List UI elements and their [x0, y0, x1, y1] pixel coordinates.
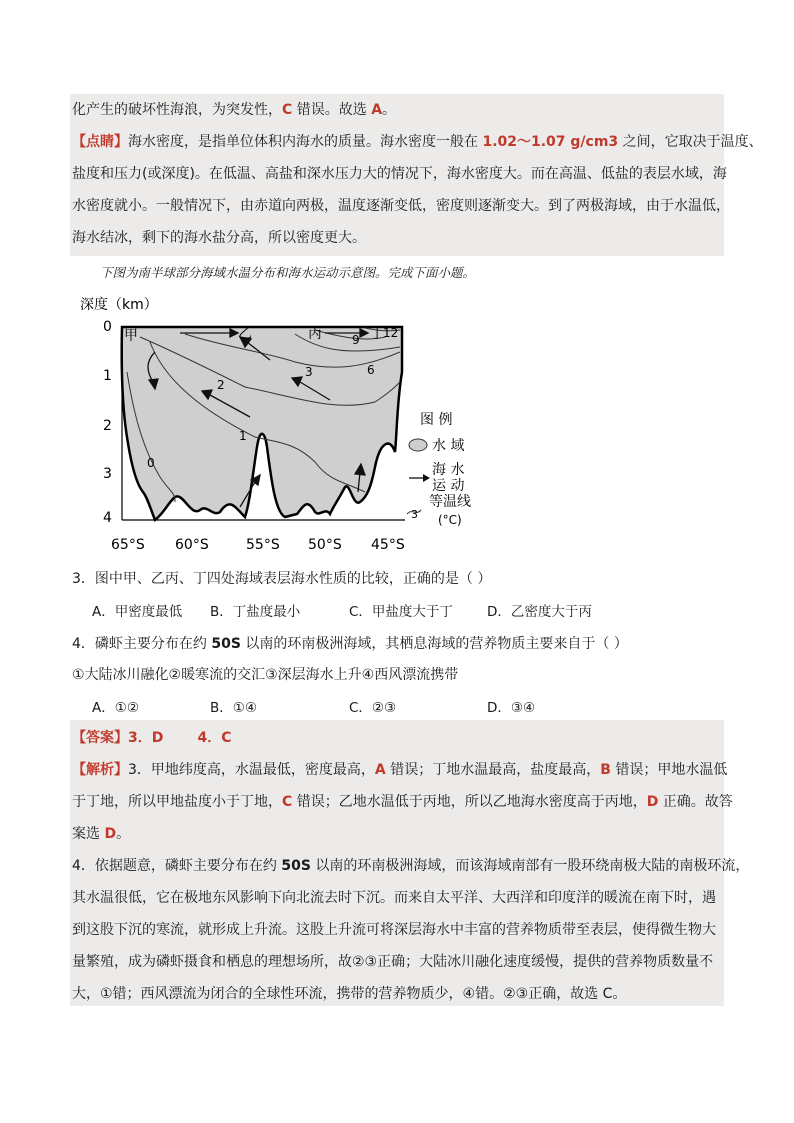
answer-label: 【答案】 [72, 730, 128, 746]
analysis-line-5: 其水温很低，它在极地东风影响下向北流去时下沉。而来自太平洋、大西洋和印度洋的暖流在南下时，遇 [72, 890, 716, 906]
answer-line [72, 729, 232, 747]
tip-line-2: 盐度和压力(或深度)。在低温、高盐和深水压力大的情况下，海水密度大。而在高温、低盐的表层水域，海 [72, 166, 727, 182]
q4-option-c: C．②③ [349, 700, 397, 716]
place-yi: 乙 [238, 326, 252, 342]
analysis-line-1: 【解析】3．甲地纬度高，水温最低，密度最高，A 错误；丁地水温最高，盐度最高，B 错误；甲地水温低 [72, 762, 728, 778]
tip-line-3: 水密度就小。一般情况下，由赤道向两极，温度逐渐变低，密度则逐渐变大。到了两极海域，由于水温低， [72, 198, 730, 214]
isotherm-label: 1 [239, 429, 247, 443]
q4-stem: 4．磷虾主要分布在约 50S 以南的环南极洲海域，其栖息海域的营养物质主要来自于（ ） [72, 636, 628, 652]
figure-intro: 下图为南半球部分海域水温分布和海水运动示意图。完成下面小题。 [100, 265, 476, 280]
analysis-label: 【解析】 [72, 762, 128, 778]
place-jia: 甲 [124, 328, 138, 344]
x-tick: 45°S [371, 537, 405, 553]
x-tick-labels [111, 537, 405, 553]
y-axis-title: 深度（km） [80, 297, 158, 313]
analysis-line-6: 到这股下沉的寒流，就形成上升流。这股上升流可将深层海水中丰富的营养物质带至表层，使得微生物大 [72, 922, 716, 938]
place-bing: 丙 [308, 326, 322, 342]
solution-continued-line: 化产生的破坏性海浪，为突发性，C 错误。故选 A。 [72, 102, 397, 118]
isotherm-label: 9 [352, 333, 360, 347]
place-ding: 丁 [370, 326, 384, 342]
x-tick: 50°S [308, 537, 342, 553]
tip-line-1: 【点睛】海水密度，是指单位体积内海水的质量。海水密度一般在 1.02～1.07 g/cm3 之间，它取决于温度、 [72, 134, 763, 150]
legend-motion-label-2: 运 动 [432, 478, 465, 494]
legend-isotherm-value: 3 [411, 508, 418, 521]
analysis-line-4: 4．依据题意，磷虾主要分布在约 50S 以南的环南极洲海域，而该海域南部有一股环绕南极大陆的南极环流， [72, 858, 750, 874]
y-tick: 1 [103, 368, 112, 384]
y-tick: 4 [103, 510, 112, 526]
y-tick-labels [103, 319, 112, 526]
isotherm-label: 3 [305, 365, 313, 379]
q4-option-d: D．③④ [487, 700, 536, 716]
legend-water-label: 水 域 [432, 438, 465, 454]
legend-motion-label: 海 水 [432, 462, 465, 478]
ocean-temperature-figure [75, 292, 475, 557]
q3-option-a: A．甲密度最低 [92, 604, 183, 620]
analysis-line-3: 案选 D。 [72, 826, 131, 842]
isotherm-label: 6 [367, 363, 375, 377]
isotherm-label: 12 [383, 326, 399, 340]
answer-text: 3．D 4．C [128, 730, 232, 746]
y-tick: 3 [103, 466, 112, 482]
y-tick: 2 [103, 418, 112, 434]
analysis-line-8: 大，①错；西风漂流为闭合的全球性环流，携带的营养物质少，④错。②③正确，故选 C。 [72, 986, 627, 1002]
legend-isotherm-label: 等温线 [429, 494, 471, 510]
q3-stem: 3．图中甲、乙丙、丁四处海域表层海水性质的比较，正确的是（ ） [72, 571, 492, 587]
x-tick: 60°S [175, 537, 209, 553]
x-tick: 55°S [246, 537, 280, 553]
water-area [122, 327, 402, 520]
q3-option-b: B．丁盐度最小 [210, 604, 301, 620]
legend-water-swatch [409, 439, 427, 451]
tip-line-4: 海水结冰，剩下的海水盐分高，所以密度更大。 [72, 230, 366, 246]
q4-items: ①大陆冰川融化②暖寒流的交汇③深层海水上升④西风漂流携带 [72, 667, 459, 683]
tip-label: 【点睛】 [72, 134, 128, 150]
x-tick: 65°S [111, 537, 145, 553]
legend [407, 412, 471, 527]
legend-title: 图 例 [420, 412, 453, 428]
legend-isotherm-unit: (°C) [438, 513, 462, 527]
q3-option-d: D．乙密度大于丙 [487, 604, 592, 620]
q3-option-c: C．甲盐度大于丁 [349, 604, 453, 620]
y-tick: 0 [103, 319, 112, 335]
isotherm-label: 0 [147, 456, 155, 470]
q4-option-a: A．①② [92, 700, 139, 716]
analysis-line-2: 于丁地，所以甲地盐度小于丁地，C 错误；乙地水温低于丙地，所以乙地海水密度高于丙地，D 正确。故答 [72, 794, 733, 810]
isotherm-label: 2 [217, 378, 225, 392]
analysis-line-7: 量繁殖，成为磷虾摄食和栖息的理想场所，故②③正确；大陆冰川融化速度缓慢，提供的营养物质数量不 [72, 954, 714, 970]
q4-option-b: B．①④ [210, 700, 257, 716]
